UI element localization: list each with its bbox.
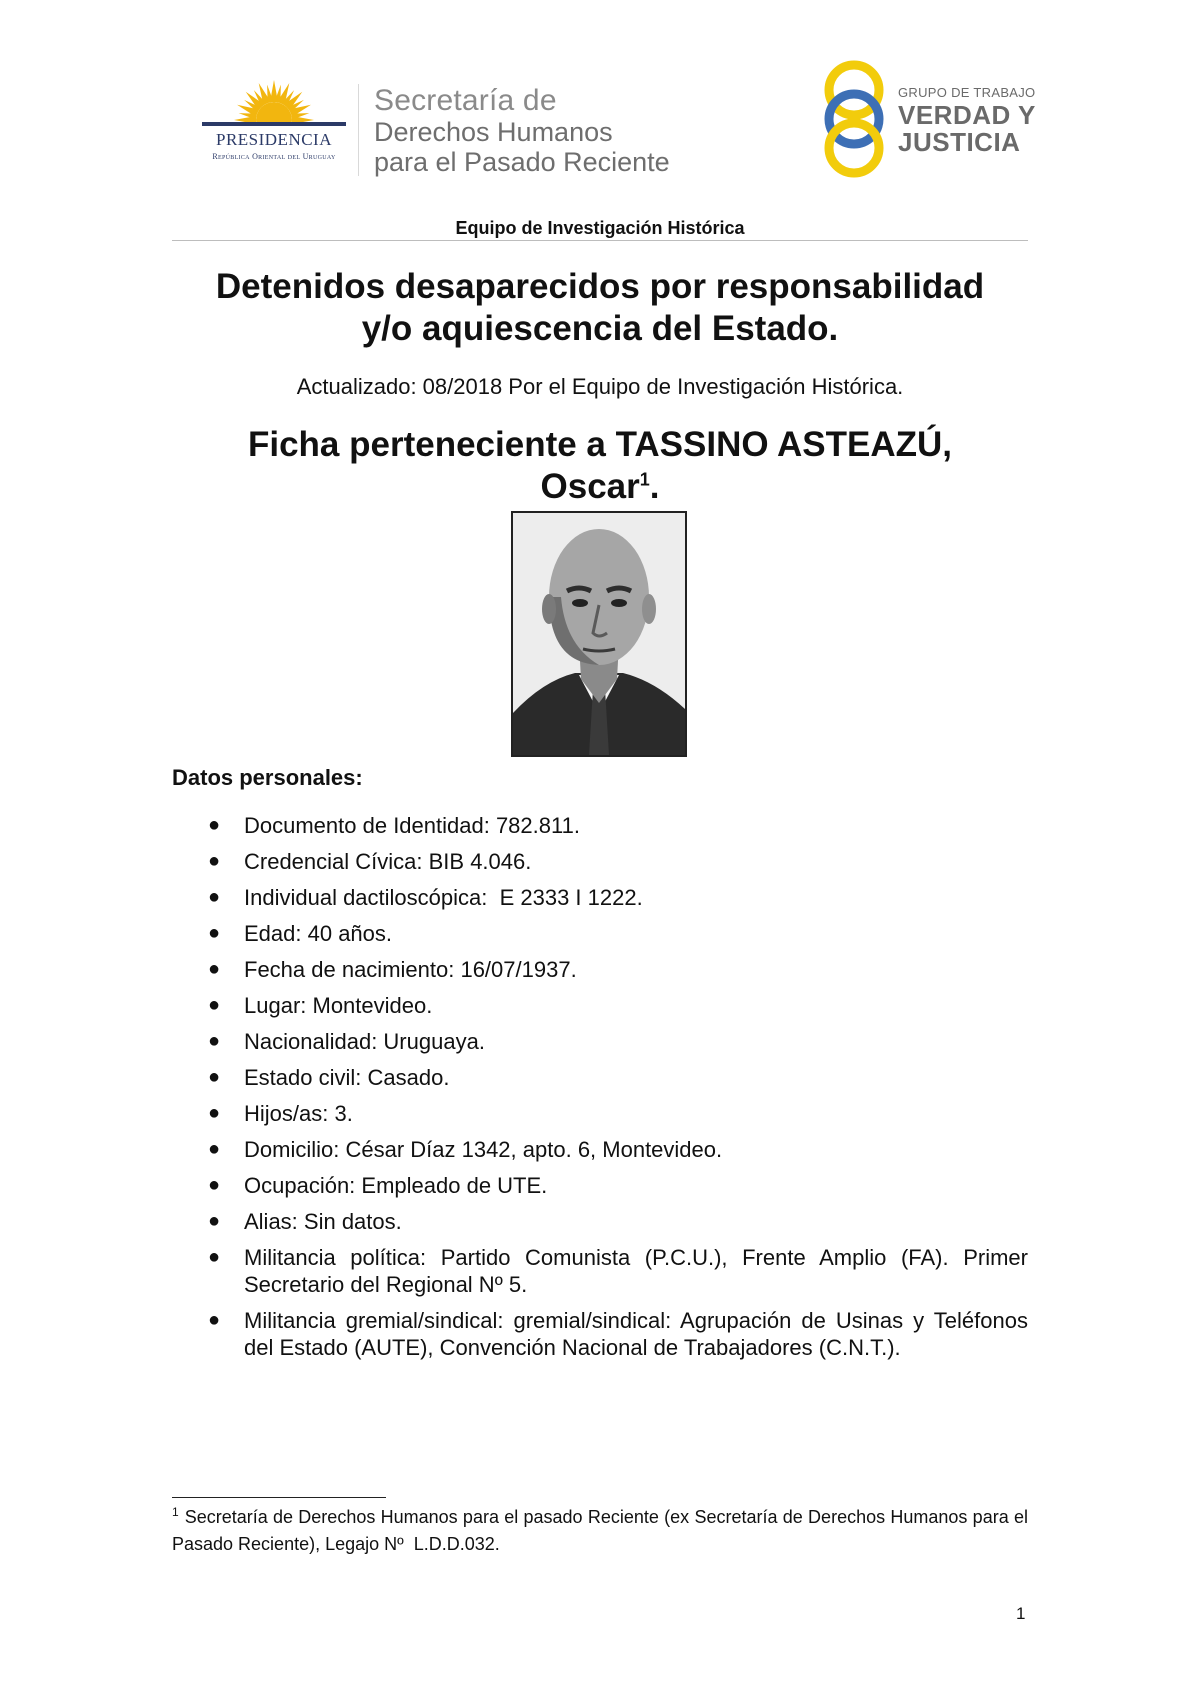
page-title <box>172 266 1028 350</box>
bullet-icon: ● <box>208 1102 221 1124</box>
bullet-icon: ● <box>208 1309 221 1331</box>
portrait-photo <box>511 511 687 757</box>
list-item: ● Edad: 40 años. <box>208 921 393 946</box>
header-label: Equipo de Investigación Histórica <box>455 218 745 238</box>
header-rule <box>172 240 1028 241</box>
portrait-image <box>513 513 685 755</box>
bullet-icon: ● <box>208 886 221 908</box>
bullet-icon: ● <box>208 850 221 872</box>
vj-line2: JUSTICIA <box>898 127 1021 157</box>
list-item: ● Hijos/as: 3. <box>208 1101 353 1126</box>
bullet-icon: ● <box>208 1210 221 1232</box>
list-item: ● Credencial Cívica: BIB 4.046. <box>208 849 532 874</box>
list-item: ● Domicilio: César Díaz 1342, apto. 6, Montevideo. <box>208 1137 723 1162</box>
presidencia-subtitle: República Oriental del Uruguay <box>212 152 336 161</box>
ficha-title-end: . <box>649 467 660 506</box>
footnote-ref[interactable]: 1 <box>639 469 650 490</box>
page-number: 1 <box>1016 1604 1026 1623</box>
list-item: ● Alias: Sin datos. <box>208 1209 402 1234</box>
bullet-icon: ● <box>208 1138 221 1160</box>
bullet-icon: ● <box>208 1066 221 1088</box>
bullet-icon: ● <box>208 922 221 944</box>
bullet-icon: ● <box>208 1246 221 1268</box>
list-item: ● Lugar: Montevideo. <box>208 993 433 1018</box>
presidencia-logo <box>196 78 352 178</box>
vj-line1: VERDAD Y <box>898 100 1036 130</box>
verdad-justicia-logo <box>822 58 904 180</box>
update-note: Actualizado: 08/2018 Por el Equipo de Investigación Histórica. <box>296 374 904 399</box>
secretaria-logo-text <box>374 86 670 176</box>
page-title-line2: y/o aquiescencia del Estado. <box>361 309 839 348</box>
uruguay-sun-icon <box>196 78 352 178</box>
footnote-text: Secretaría de Derechos Humanos para el pasado Reciente (ex Secretaría de Derechos Humanos para el Pasado Reciente), Legajo Nº L.D.D.032. <box>172 1507 1034 1554</box>
vj-group-label: GRUPO DE TRABAJO <box>898 85 1036 100</box>
list-item: ● Estado civil: Casado. <box>208 1065 450 1090</box>
list-item: ● Ocupación: Empleado de UTE. <box>208 1173 548 1198</box>
ficha-title-line1: Ficha perteneciente a TASSINO ASTEAZÚ, <box>247 425 953 464</box>
bullet-icon: ● <box>208 1030 221 1052</box>
bullet-icon: ● <box>208 958 221 980</box>
bullet-icon: ● <box>208 994 221 1016</box>
logo-divider <box>358 84 359 176</box>
footnote-number: 1 <box>172 1505 179 1519</box>
personal-data-list <box>172 812 1028 1370</box>
secretaria-line1: Secretaría de <box>374 84 557 117</box>
list-item: ● Militancia política: Partido Comunista (P.C.U.), Frente Amplio (FA). Primer Secretario del Regional Nº 5. <box>208 1245 1028 1297</box>
verdad-justicia-rings-icon <box>822 58 904 180</box>
presidencia-wordmark: PRESIDENCIA <box>215 130 332 149</box>
ficha-title <box>172 424 1028 508</box>
verdad-justicia-text <box>898 86 1036 155</box>
list-item: ● Individual dactiloscópica: E 2333 I 1222. <box>208 885 643 910</box>
bullet-icon: ● <box>208 1174 221 1196</box>
section-heading-datos-personales: Datos personales: <box>172 765 363 790</box>
page-title-line1: Detenidos desaparecidos por responsabilidad <box>215 267 985 306</box>
list-item: ● Nacionalidad: Uruguaya. <box>208 1029 485 1054</box>
list-item: ● Militancia gremial/sindical: gremial/sindical: Agrupación de Usinas y Teléfonos del Estado (AUTE), Convención Nacional de Trabajadores (C.N.T.). <box>208 1308 1028 1360</box>
list-item: ● Fecha de nacimiento: 16/07/1937. <box>208 957 577 982</box>
ficha-title-line2 <box>172 466 1028 508</box>
footnote-rule <box>172 1497 386 1498</box>
secretaria-line2: Derechos Humanos <box>374 117 613 147</box>
list-item: ● Documento de Identidad: 782.811. <box>208 813 580 838</box>
bullet-icon: ● <box>208 814 221 836</box>
ficha-first-name: Oscar <box>540 467 640 506</box>
footnote <box>172 1504 1034 1558</box>
secretaria-line3: para el Pasado Reciente <box>374 147 670 177</box>
